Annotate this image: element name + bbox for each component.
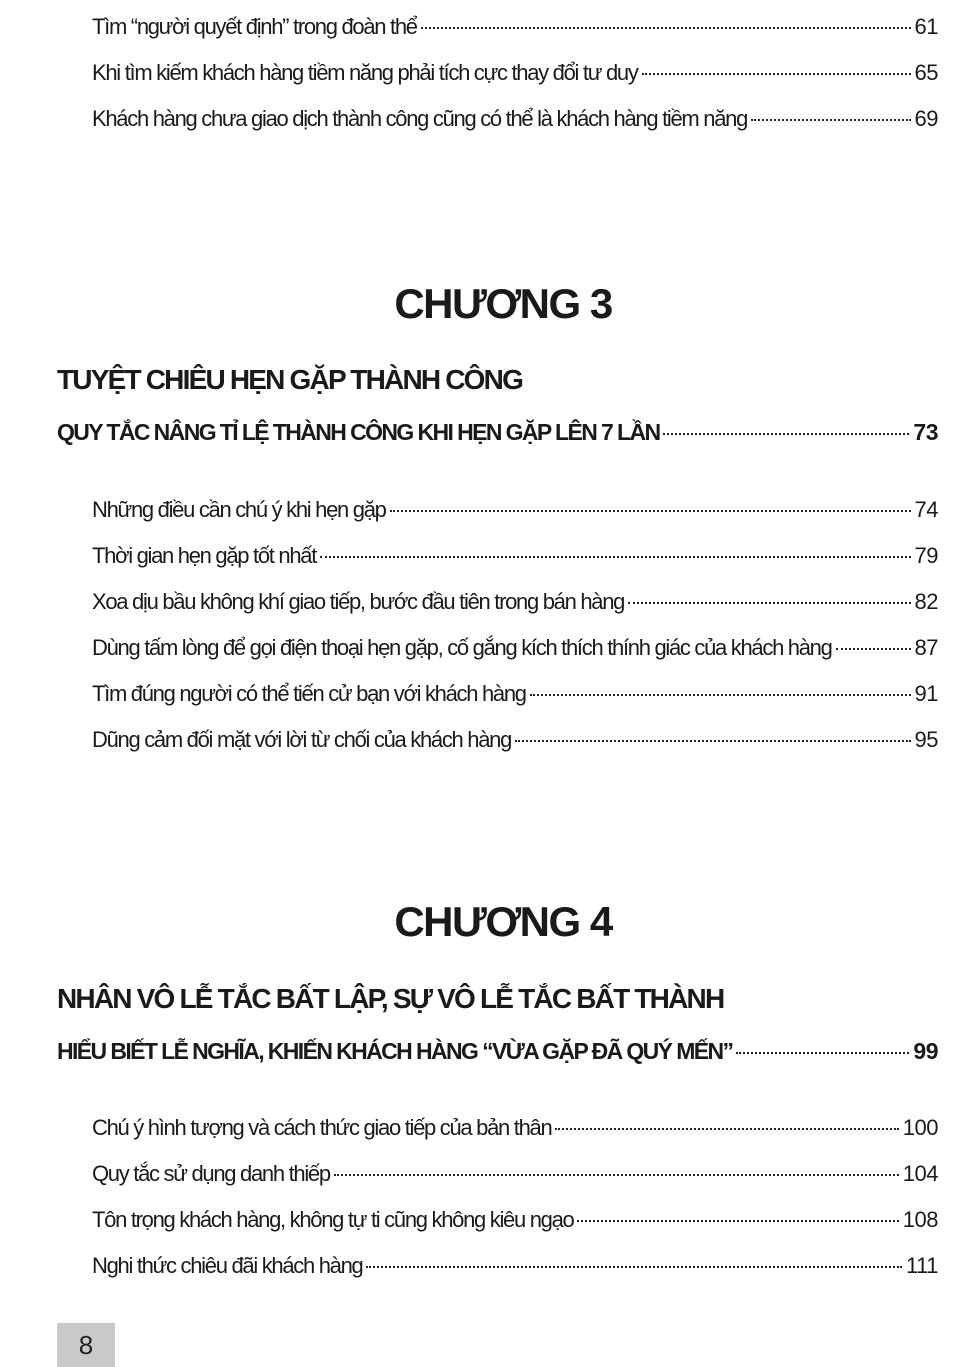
dot-leader bbox=[390, 510, 911, 512]
toc-entry bbox=[92, 497, 938, 523]
dot-leader bbox=[751, 119, 911, 121]
entry-title: Khi tìm kiếm khách hàng tiềm năng phải tích cực thay đổi tư duy bbox=[92, 60, 638, 85]
toc-subheading bbox=[57, 1038, 938, 1065]
entry-title: Thời gian hẹn gặp tốt nhất bbox=[92, 543, 317, 568]
dot-leader bbox=[530, 694, 911, 696]
entry-page: 95 bbox=[914, 727, 938, 752]
entry-page: 104 bbox=[902, 1161, 938, 1186]
dot-leader bbox=[577, 1220, 898, 1222]
dot-leader bbox=[642, 73, 911, 75]
toc-entry bbox=[92, 681, 938, 707]
dot-leader bbox=[515, 740, 910, 742]
entry-page: 91 bbox=[914, 681, 938, 706]
entry-title: Xoa dịu bầu không khí giao tiếp, bước đầu tiên trong bán hàng bbox=[92, 589, 625, 614]
entry-page: 108 bbox=[902, 1207, 938, 1232]
entry-page: 100 bbox=[902, 1115, 938, 1140]
toc-entry bbox=[92, 635, 938, 661]
entry-page: 99 bbox=[913, 1038, 938, 1064]
chapter-title: CHƯƠNG 4 bbox=[394, 898, 612, 945]
toc-entry bbox=[92, 1115, 938, 1141]
entry-title: Quy tắc sử dụng danh thiếp bbox=[92, 1161, 330, 1186]
entry-page: 73 bbox=[913, 419, 938, 445]
dot-leader bbox=[736, 1052, 909, 1054]
toc-entry bbox=[92, 589, 938, 615]
page-number: 8 bbox=[57, 1323, 115, 1367]
dot-leader bbox=[320, 556, 910, 558]
entry-title: Tìm “người quyết định” trong đoàn thể bbox=[92, 14, 417, 39]
entry-title: Tôn trọng khách hàng, không tự ti cũng không kiêu ngạo bbox=[92, 1207, 574, 1232]
dot-leader bbox=[334, 1174, 899, 1176]
toc-entry bbox=[92, 106, 938, 132]
toc-entry bbox=[92, 14, 938, 40]
toc-entry bbox=[92, 1207, 938, 1233]
entry-page: 79 bbox=[914, 543, 938, 568]
dot-leader bbox=[366, 1266, 902, 1268]
entry-title: Tìm đúng người có thể tiến cử bạn với khách hàng bbox=[92, 681, 526, 706]
toc-entry bbox=[92, 543, 938, 569]
entry-page: 74 bbox=[914, 497, 938, 522]
chapter-heading: TUYỆT CHIÊU HẸN GẶP THÀNH CÔNG bbox=[57, 364, 523, 395]
entry-title: Những điều cần chú ý khi hẹn gặp bbox=[92, 497, 386, 522]
toc-entry bbox=[92, 60, 938, 86]
entry-page: 111 bbox=[906, 1253, 938, 1278]
dot-leader bbox=[628, 602, 910, 604]
dot-leader bbox=[555, 1128, 898, 1130]
toc-subheading bbox=[57, 419, 938, 446]
entry-title: Dùng tấm lòng để gọi điện thoại hẹn gặp, cố gắng kích thích thính giác của khách hàng bbox=[92, 635, 832, 660]
dot-leader bbox=[836, 648, 911, 650]
toc-entry bbox=[92, 1161, 938, 1187]
dot-leader bbox=[663, 433, 909, 435]
entry-title: HIỂU BIẾT LỄ NGHĨA, KHIẾN KHÁCH HÀNG “VỪA GẶP ĐÃ QUÝ MẾN” bbox=[57, 1038, 733, 1064]
entry-page: 87 bbox=[914, 635, 938, 660]
toc-entry bbox=[92, 727, 938, 753]
chapter-heading: NHÂN VÔ LỄ TẮC BẤT LẬP, SỰ VÔ LỄ TẮC BẤT THÀNH bbox=[57, 983, 724, 1014]
entry-page: 61 bbox=[914, 14, 938, 39]
entry-title: Dũng cảm đối mặt với lời từ chối của khách hàng bbox=[92, 727, 512, 752]
entry-title: QUY TẮC NÂNG TỈ LỆ THÀNH CÔNG KHI HẸN GẶP LÊN 7 LẦN bbox=[57, 419, 660, 445]
entry-title: Khách hàng chưa giao dịch thành công cũng có thể là khách hàng tiềm năng bbox=[92, 106, 748, 131]
chapter-title: CHƯƠNG 3 bbox=[394, 280, 612, 327]
entry-page: 69 bbox=[914, 106, 938, 131]
toc-entry bbox=[92, 1253, 938, 1279]
dot-leader bbox=[421, 27, 911, 29]
entry-title: Chú ý hình tượng và cách thức giao tiếp của bản thân bbox=[92, 1115, 552, 1140]
entry-page: 82 bbox=[914, 589, 938, 614]
entry-title: Nghi thức chiêu đãi khách hàng bbox=[92, 1253, 363, 1278]
entry-page: 65 bbox=[914, 60, 938, 85]
